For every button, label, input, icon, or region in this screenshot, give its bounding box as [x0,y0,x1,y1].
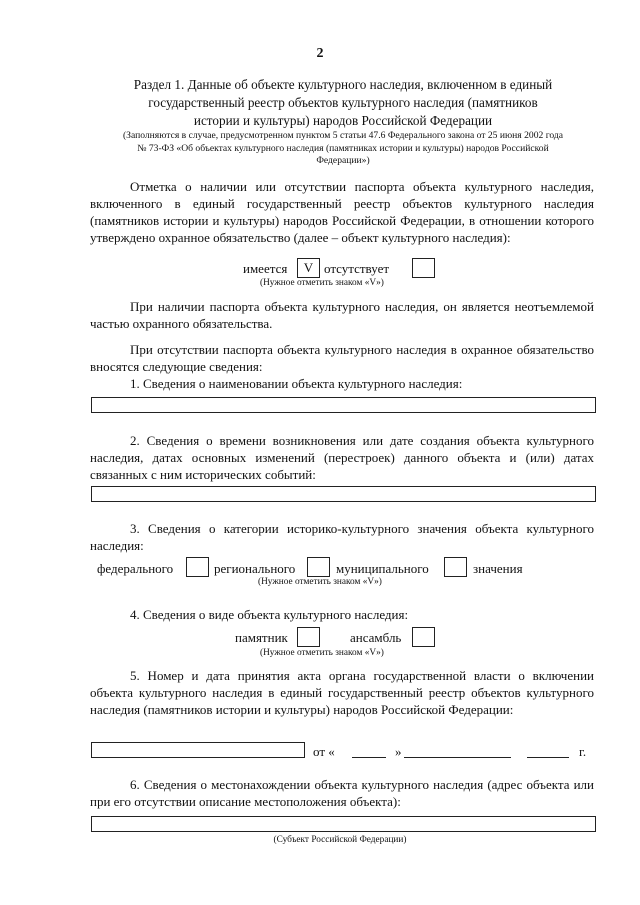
category-regional-checkbox[interactable] [307,557,330,577]
item3-label: 3. Сведения о категории историко-культурного значения объекта культурного наследия: [90,521,594,553]
act-month-field[interactable] [404,757,511,758]
passport-hint: (Нужное отметить знаком «V») [260,278,384,288]
item4-label: 4. Сведения о виде объекта культурного наследия: [130,607,409,622]
section-note-line-3: Федерации») [316,155,370,166]
paragraph-passport-absent: При отсутствии паспорта объекта культурного наследия в охранное обязательство вносятся следующие сведения: [90,342,594,374]
location-subject-caption: (Субъект Российской Федерации) [273,835,407,845]
item2-dates-field[interactable] [91,486,596,502]
category-regional-label: регионального [214,561,296,576]
act-date-quote-close: » [395,744,402,759]
act-date-from-label: от « [313,744,335,759]
kind-monument-checkbox[interactable] [297,627,320,647]
category-federal-label: федерального [97,561,174,576]
section-title-line-1: Раздел 1. Данные об объекте культурного наследия, включенном в единый [133,77,553,92]
item2-label: 2. Сведения о времени возникновения или дате создания объекта культурного наследия, датах основных изменений (перестроек) данного объекта и (или) датах связанных с ним исторических событий: [90,433,594,482]
category-municipal-label: муниципального [336,561,429,576]
act-day-field[interactable] [352,757,386,758]
section-note-line-2: № 73-ФЗ «Об объектах культурного наследия (памятниках истории и культуры) народов Российской [137,142,549,154]
section-title-line-2: государственный реестр объектов культурного наследия (памятников [148,95,538,110]
section-title [88,76,598,168]
page-number: 2 [316,46,324,61]
passport-paragraph: Отметка о наличии или отсутствии паспорта объекта культурного наследия, включенного в единый государственный реестр объектов культурного наследия (памятников истории и культуры) народов Российской Федерации, в отношении которого утверждено охранное обязательство (далее – объект культурного наследия): [90,179,594,245]
location-subject-field[interactable] [91,816,596,832]
item5-label: 5. Номер и дата принятия акта органа государственной власти о включении объекта культурного наследия в единый государственный реестр объектов культурного наследия (памятников истории и культуры) народов Российской Федерации: [90,668,594,717]
paragraph-passport-present: При наличии паспорта объекта культурного наследия, он является неотъемлемой частью охранного обязательства. [90,299,594,331]
category-hint: (Нужное отметить знаком «V») [258,577,382,587]
passport-present-checkbox[interactable]: V [297,258,320,278]
section-title-line-3: истории и культуры) народов Российской Федерации [193,113,493,128]
item6-label: 6. Сведения о местонахождении объекта культурного наследия (адрес объекта или при его отсутствии описание местоположения объекта): [90,777,594,809]
kind-ensemble-checkbox[interactable] [412,627,435,647]
passport-absent-checkbox[interactable] [412,258,435,278]
act-year-suffix: г. [579,744,587,759]
passport-absent-label: отсутствует [324,261,390,276]
passport-present-label: имеется [243,261,288,276]
item1-name-field[interactable] [91,397,596,413]
category-federal-checkbox[interactable] [186,557,209,577]
act-year-field[interactable] [527,757,569,758]
section-note-line-1: (Заполняются в случае, предусмотренном пунктом 5 статьи 47.6 Федерального закона от 25 июня 2002 года [122,130,564,141]
kind-monument-label: памятник [235,630,288,645]
category-meaning-label: значения [473,561,523,576]
kind-ensemble-label: ансамбль [350,630,402,645]
act-number-field[interactable] [91,742,305,758]
category-municipal-checkbox[interactable] [444,557,467,577]
item1-label: 1. Сведения о наименовании объекта культурного наследия: [130,376,463,391]
kind-hint: (Нужное отметить знаком «V») [260,648,384,658]
